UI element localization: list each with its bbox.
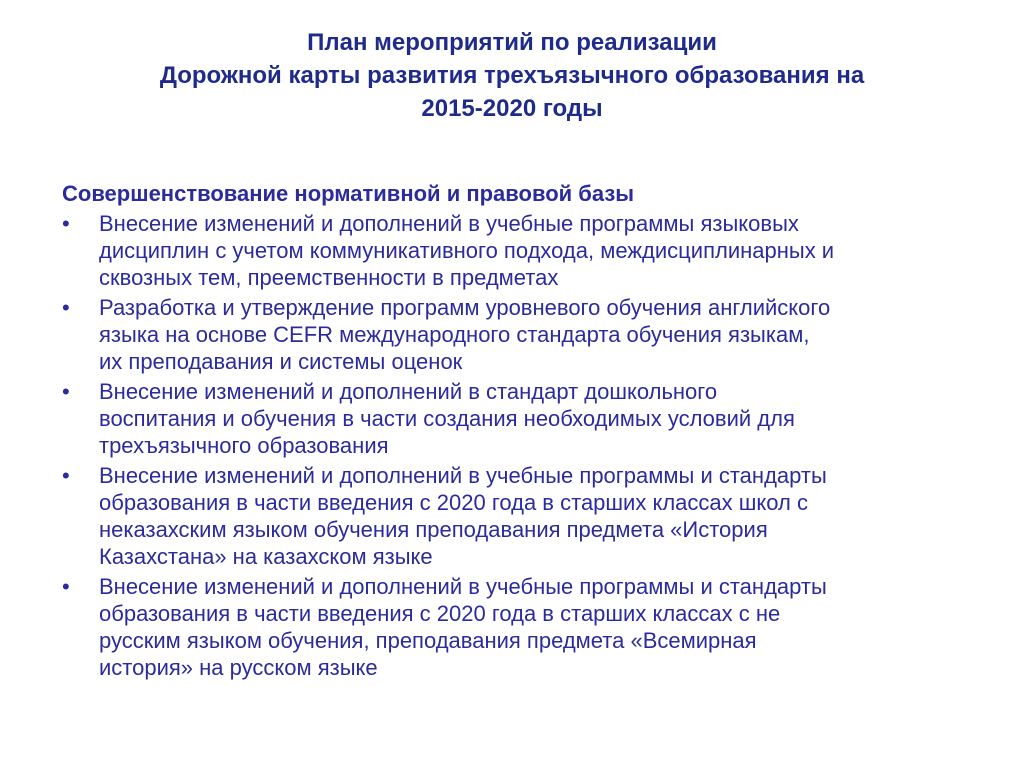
slide-title	[60, 26, 964, 125]
bullet-5-line-3: русским языком обучения, преподавания предмета «Всемирная	[99, 628, 757, 653]
title-line-3: 2015-2020 годы	[421, 95, 603, 122]
bullet-2-line-2: языка на основе CEFR международного стандарта обучения языкам,	[99, 322, 810, 347]
bullet-1-line-1: Внесение изменений и дополнений в учебные программы языковых	[99, 211, 799, 236]
bullet-4-line-4: Казахстана» на казахском языке	[99, 544, 433, 569]
bullet-2-line-1: Разработка и утверждение программ уровневого обучения английского	[99, 295, 831, 320]
section-heading: Совершенствование нормативной и правовой базы	[62, 181, 635, 206]
bullet-1-line-3: сквозных тем, преемственности в предметах	[99, 265, 559, 290]
bullet-marker: •	[62, 211, 70, 236]
bullet-3-line-2: воспитания и обучения в части создания необходимых условий для	[99, 406, 795, 431]
bullet-3-line-1: Внесение изменений и дополнений в стандарт дошкольного	[99, 379, 718, 404]
bullet-2-line-3: их преподавания и системы оценок	[99, 349, 463, 374]
bullet-item-3	[62, 378, 972, 459]
title-line-2: Дорожной карты развития трехъязычного образования на	[159, 62, 865, 89]
bullet-list	[62, 210, 972, 681]
bullet-marker: •	[62, 574, 70, 599]
bullet-marker: •	[62, 463, 70, 488]
bullet-5-line-1: Внесение изменений и дополнений в учебные программы и стандарты	[99, 574, 827, 599]
bullet-4-line-2: образования в части введения с 2020 года в старших классах школ с	[99, 490, 808, 515]
bullet-item-4	[62, 462, 972, 570]
title-line-1: План мероприятий по реализации	[307, 29, 717, 56]
bullet-5-line-2: образования в части введения с 2020 года в старших классах с не	[99, 601, 781, 626]
bullet-item-2	[62, 294, 972, 375]
bullet-3-line-3: трехъязычного образования	[99, 433, 389, 458]
bullet-4-line-3: неказахским языком обучения преподавания предмета «История	[99, 517, 768, 542]
bullet-item-1	[62, 210, 972, 291]
bullet-5-line-4: история» на русском языке	[99, 655, 378, 680]
bullet-marker: •	[62, 379, 70, 404]
slide-content	[62, 180, 972, 684]
bullet-item-5	[62, 573, 972, 681]
bullet-marker: •	[62, 295, 70, 320]
bullet-1-line-2: дисциплин с учетом коммуникативного подхода, междисциплинарных и	[99, 238, 835, 263]
bullet-4-line-1: Внесение изменений и дополнений в учебные программы и стандарты	[99, 463, 827, 488]
